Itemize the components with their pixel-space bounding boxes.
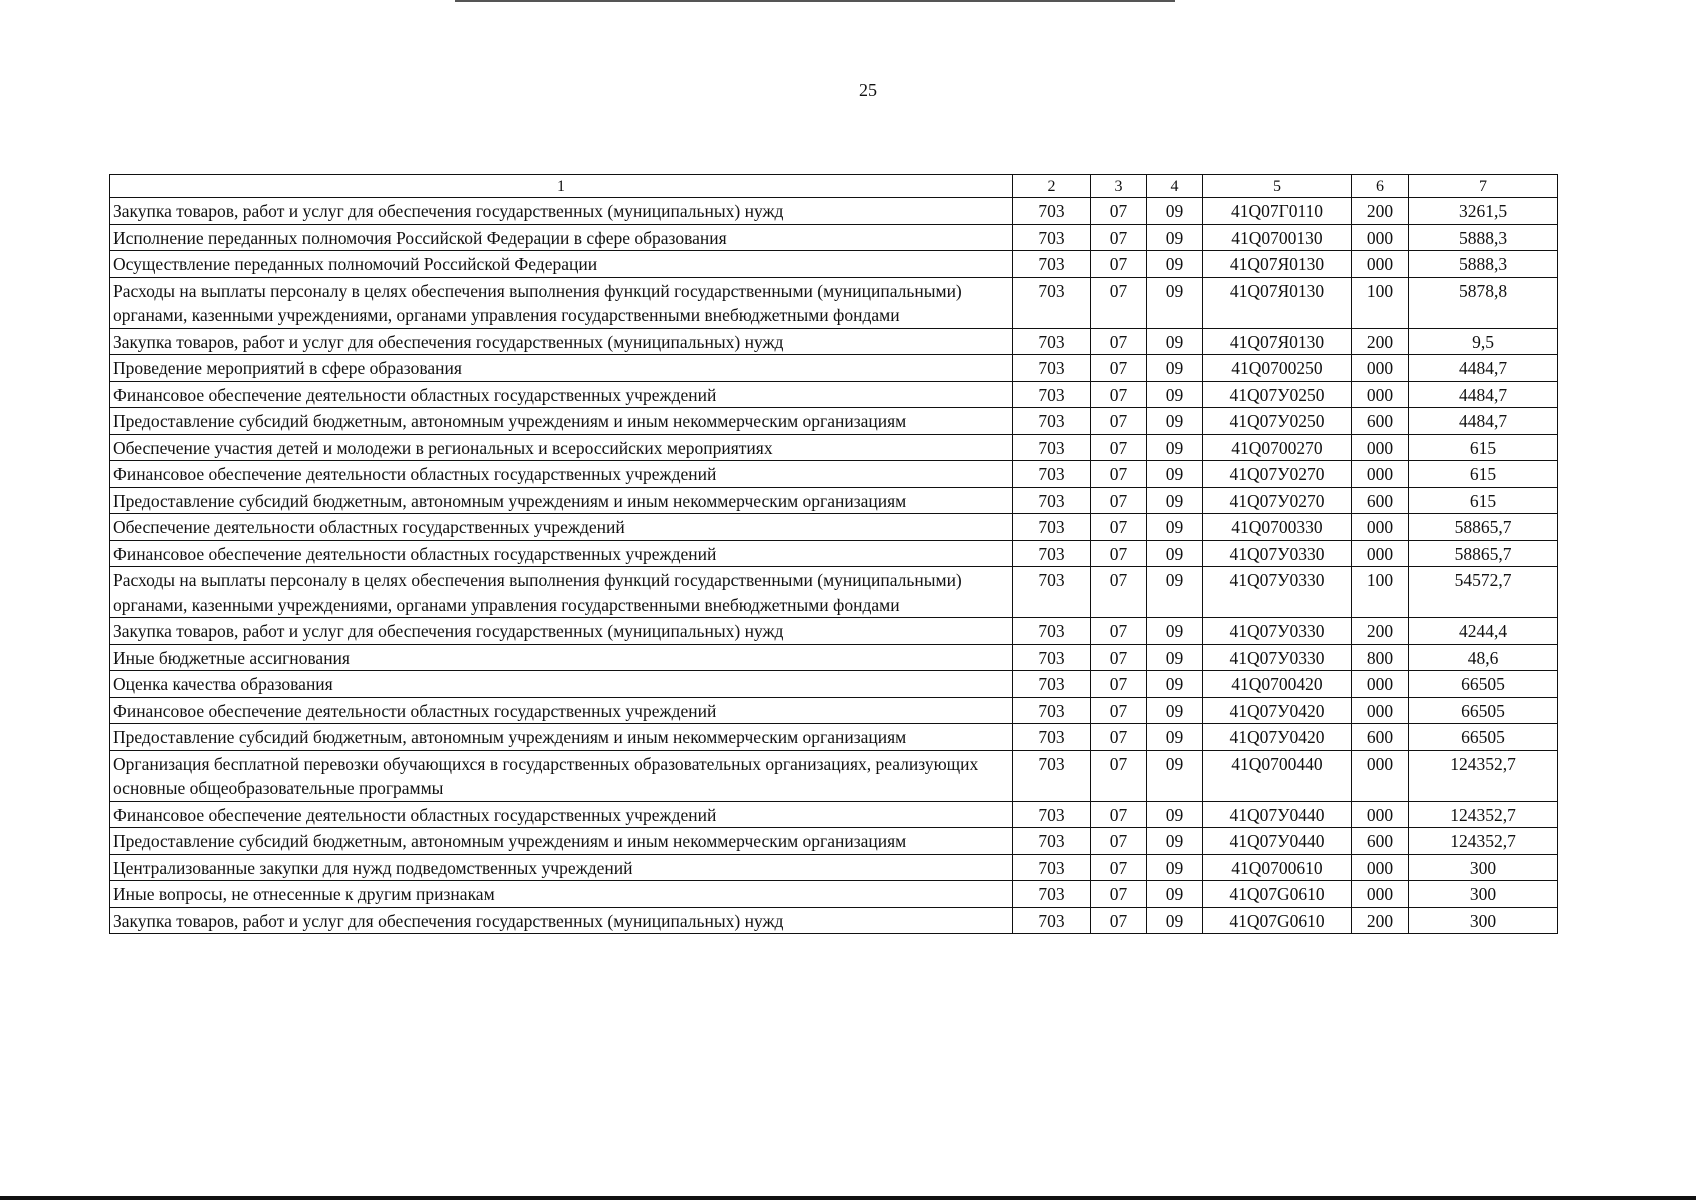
section-code-cell: 07	[1091, 355, 1147, 382]
expense-name-cell: Финансовое обеспечение деятельности областных государственных учреждений	[110, 461, 1013, 488]
table-row	[110, 198, 1558, 225]
section-code-cell: 07	[1091, 461, 1147, 488]
target-article-cell: 41Q07У0330	[1203, 540, 1352, 567]
subsection-code-cell: 09	[1147, 251, 1203, 278]
table-row	[110, 224, 1558, 251]
amount-cell: 58865,7	[1409, 514, 1558, 541]
expense-type-cell: 000	[1352, 801, 1409, 828]
table-row	[110, 724, 1558, 751]
expense-type-cell: 000	[1352, 224, 1409, 251]
column-header-2: 2	[1013, 175, 1091, 198]
section-code-cell: 07	[1091, 854, 1147, 881]
amount-cell: 48,6	[1409, 644, 1558, 671]
ministry-code-cell: 703	[1013, 381, 1091, 408]
table-row	[110, 487, 1558, 514]
amount-cell: 5888,3	[1409, 224, 1558, 251]
ministry-code-cell: 703	[1013, 277, 1091, 328]
expense-name-cell: Проведение мероприятий в сфере образования	[110, 355, 1013, 382]
expense-type-cell: 200	[1352, 198, 1409, 225]
expense-type-cell: 000	[1352, 514, 1409, 541]
target-article-cell: 41Q0700130	[1203, 224, 1352, 251]
section-code-cell: 07	[1091, 328, 1147, 355]
target-article-cell: 41Q07У0270	[1203, 487, 1352, 514]
ministry-code-cell: 703	[1013, 567, 1091, 618]
target-article-cell: 41Q07У0330	[1203, 618, 1352, 645]
table-row	[110, 644, 1558, 671]
table-row	[110, 540, 1558, 567]
expense-type-cell: 000	[1352, 540, 1409, 567]
amount-cell: 615	[1409, 487, 1558, 514]
amount-cell: 300	[1409, 854, 1558, 881]
target-article-cell: 41Q07Я0130	[1203, 251, 1352, 278]
expense-name-cell: Осуществление переданных полномочий Российской Федерации	[110, 251, 1013, 278]
section-code-cell: 07	[1091, 618, 1147, 645]
subsection-code-cell: 09	[1147, 224, 1203, 251]
amount-cell: 300	[1409, 907, 1558, 934]
target-article-cell: 41Q0700330	[1203, 514, 1352, 541]
table-row	[110, 828, 1558, 855]
expense-type-cell: 200	[1352, 907, 1409, 934]
expense-name-cell: Финансовое обеспечение деятельности областных государственных учреждений	[110, 801, 1013, 828]
amount-cell: 3261,5	[1409, 198, 1558, 225]
amount-cell: 4484,7	[1409, 408, 1558, 435]
table-row	[110, 618, 1558, 645]
subsection-code-cell: 09	[1147, 434, 1203, 461]
expense-type-cell: 000	[1352, 750, 1409, 801]
subsection-code-cell: 09	[1147, 854, 1203, 881]
subsection-code-cell: 09	[1147, 328, 1203, 355]
target-article-cell: 41Q0700440	[1203, 750, 1352, 801]
amount-cell: 66505	[1409, 724, 1558, 751]
subsection-code-cell: 09	[1147, 487, 1203, 514]
table-row	[110, 408, 1558, 435]
ministry-code-cell: 703	[1013, 828, 1091, 855]
ministry-code-cell: 703	[1013, 224, 1091, 251]
target-article-cell: 41Q07У0330	[1203, 644, 1352, 671]
section-code-cell: 07	[1091, 198, 1147, 225]
table-row	[110, 854, 1558, 881]
column-header-1: 1	[110, 175, 1013, 198]
amount-cell: 58865,7	[1409, 540, 1558, 567]
subsection-code-cell: 09	[1147, 750, 1203, 801]
expense-name-cell: Предоставление субсидий бюджетным, автономным учреждениям и иным некоммерческим организациям	[110, 408, 1013, 435]
subsection-code-cell: 09	[1147, 801, 1203, 828]
expense-name-cell: Закупка товаров, работ и услуг для обеспечения государственных (муниципальных) нужд	[110, 198, 1013, 225]
amount-cell: 66505	[1409, 671, 1558, 698]
expense-name-cell: Финансовое обеспечение деятельности областных государственных учреждений	[110, 381, 1013, 408]
target-article-cell: 41Q07Я0130	[1203, 277, 1352, 328]
subsection-code-cell: 09	[1147, 907, 1203, 934]
section-code-cell: 07	[1091, 724, 1147, 751]
section-code-cell: 07	[1091, 277, 1147, 328]
section-code-cell: 07	[1091, 907, 1147, 934]
subsection-code-cell: 09	[1147, 540, 1203, 567]
amount-cell: 4244,4	[1409, 618, 1558, 645]
bottom-scan-rule	[0, 1196, 1696, 1200]
ministry-code-cell: 703	[1013, 618, 1091, 645]
section-code-cell: 07	[1091, 487, 1147, 514]
subsection-code-cell: 09	[1147, 724, 1203, 751]
ministry-code-cell: 703	[1013, 487, 1091, 514]
ministry-code-cell: 703	[1013, 697, 1091, 724]
section-code-cell: 07	[1091, 881, 1147, 908]
target-article-cell: 41Q0700610	[1203, 854, 1352, 881]
expense-name-cell: Оценка качества образования	[110, 671, 1013, 698]
ministry-code-cell: 703	[1013, 514, 1091, 541]
section-code-cell: 07	[1091, 750, 1147, 801]
expense-name-cell: Расходы на выплаты персоналу в целях обеспечения выполнения функций государственными (муниципальными) органами, казенными учреждениями, органами управления государственными внебюджетными фондами	[110, 277, 1013, 328]
subsection-code-cell: 09	[1147, 671, 1203, 698]
expense-type-cell: 000	[1352, 461, 1409, 488]
ministry-code-cell: 703	[1013, 881, 1091, 908]
expense-type-cell: 100	[1352, 567, 1409, 618]
table-row	[110, 801, 1558, 828]
subsection-code-cell: 09	[1147, 461, 1203, 488]
table-header-row	[110, 175, 1558, 198]
amount-cell: 5888,3	[1409, 251, 1558, 278]
expense-name-cell: Закупка товаров, работ и услуг для обеспечения государственных (муниципальных) нужд	[110, 907, 1013, 934]
table-row	[110, 277, 1558, 328]
expense-type-cell: 000	[1352, 381, 1409, 408]
table-row	[110, 328, 1558, 355]
ministry-code-cell: 703	[1013, 854, 1091, 881]
section-code-cell: 07	[1091, 381, 1147, 408]
expense-type-cell: 600	[1352, 828, 1409, 855]
ministry-code-cell: 703	[1013, 801, 1091, 828]
target-article-cell: 41Q07У0440	[1203, 828, 1352, 855]
ministry-code-cell: 703	[1013, 644, 1091, 671]
section-code-cell: 07	[1091, 408, 1147, 435]
amount-cell: 124352,7	[1409, 750, 1558, 801]
ministry-code-cell: 703	[1013, 461, 1091, 488]
column-header-5: 5	[1203, 175, 1352, 198]
amount-cell: 124352,7	[1409, 828, 1558, 855]
expense-type-cell: 000	[1352, 434, 1409, 461]
target-article-cell: 41Q0700250	[1203, 355, 1352, 382]
expense-type-cell: 000	[1352, 671, 1409, 698]
ministry-code-cell: 703	[1013, 251, 1091, 278]
target-article-cell: 41Q07У0420	[1203, 724, 1352, 751]
expense-name-cell: Иные бюджетные ассигнования	[110, 644, 1013, 671]
budget-table	[109, 174, 1558, 934]
expense-name-cell: Предоставление субсидий бюджетным, автономным учреждениям и иным некоммерческим организациям	[110, 487, 1013, 514]
table-row	[110, 355, 1558, 382]
section-code-cell: 07	[1091, 514, 1147, 541]
column-header-3: 3	[1091, 175, 1147, 198]
target-article-cell: 41Q07G0610	[1203, 907, 1352, 934]
section-code-cell: 07	[1091, 251, 1147, 278]
expense-type-cell: 000	[1352, 697, 1409, 724]
subsection-code-cell: 09	[1147, 567, 1203, 618]
target-article-cell: 41Q07У0420	[1203, 697, 1352, 724]
table-row	[110, 514, 1558, 541]
target-article-cell: 41Q07Я0130	[1203, 328, 1352, 355]
ministry-code-cell: 703	[1013, 328, 1091, 355]
expense-type-cell: 000	[1352, 881, 1409, 908]
target-article-cell: 41Q0700420	[1203, 671, 1352, 698]
target-article-cell: 41Q07У0440	[1203, 801, 1352, 828]
expense-name-cell: Финансовое обеспечение деятельности областных государственных учреждений	[110, 697, 1013, 724]
ministry-code-cell: 703	[1013, 198, 1091, 225]
expense-type-cell: 200	[1352, 328, 1409, 355]
amount-cell: 5878,8	[1409, 277, 1558, 328]
page-number: 25	[859, 80, 877, 100]
subsection-code-cell: 09	[1147, 881, 1203, 908]
expense-name-cell: Обеспечение деятельности областных государственных учреждений	[110, 514, 1013, 541]
section-code-cell: 07	[1091, 828, 1147, 855]
table-row	[110, 567, 1558, 618]
expense-name-cell: Предоставление субсидий бюджетным, автономным учреждениям и иным некоммерческим организациям	[110, 828, 1013, 855]
ministry-code-cell: 703	[1013, 355, 1091, 382]
expense-name-cell: Закупка товаров, работ и услуг для обеспечения государственных (муниципальных) нужд	[110, 618, 1013, 645]
ministry-code-cell: 703	[1013, 907, 1091, 934]
target-article-cell: 41Q07У0250	[1203, 381, 1352, 408]
section-code-cell: 07	[1091, 671, 1147, 698]
expense-name-cell: Иные вопросы, не отнесенные к другим признакам	[110, 881, 1013, 908]
expense-name-cell: Организация бесплатной перевозки обучающихся в государственных образовательных организациях, реализующих основные общеобразовательные программы	[110, 750, 1013, 801]
expense-name-cell: Предоставление субсидий бюджетным, автономным учреждениям и иным некоммерческим организациям	[110, 724, 1013, 751]
subsection-code-cell: 09	[1147, 697, 1203, 724]
expense-type-cell: 000	[1352, 355, 1409, 382]
table-row	[110, 750, 1558, 801]
top-scan-rule	[455, 0, 1175, 2]
expense-name-cell: Закупка товаров, работ и услуг для обеспечения государственных (муниципальных) нужд	[110, 328, 1013, 355]
amount-cell: 615	[1409, 461, 1558, 488]
column-header-7: 7	[1409, 175, 1558, 198]
target-article-cell: 41Q07У0270	[1203, 461, 1352, 488]
table-row	[110, 434, 1558, 461]
ministry-code-cell: 703	[1013, 434, 1091, 461]
ministry-code-cell: 703	[1013, 750, 1091, 801]
table-row	[110, 881, 1558, 908]
target-article-cell: 41Q07Г0110	[1203, 198, 1352, 225]
target-article-cell: 41Q0700270	[1203, 434, 1352, 461]
subsection-code-cell: 09	[1147, 381, 1203, 408]
target-article-cell: 41Q07У0330	[1203, 567, 1352, 618]
subsection-code-cell: 09	[1147, 514, 1203, 541]
section-code-cell: 07	[1091, 434, 1147, 461]
amount-cell: 300	[1409, 881, 1558, 908]
expense-name-cell: Расходы на выплаты персоналу в целях обеспечения выполнения функций государственными (муниципальными) органами, казенными учреждениями, органами управления государственными внебюджетными фондами	[110, 567, 1013, 618]
table-row	[110, 907, 1558, 934]
section-code-cell: 07	[1091, 567, 1147, 618]
target-article-cell: 41Q07G0610	[1203, 881, 1352, 908]
section-code-cell: 07	[1091, 224, 1147, 251]
expense-type-cell: 600	[1352, 487, 1409, 514]
section-code-cell: 07	[1091, 801, 1147, 828]
amount-cell: 66505	[1409, 697, 1558, 724]
ministry-code-cell: 703	[1013, 671, 1091, 698]
table-row	[110, 251, 1558, 278]
expense-type-cell: 100	[1352, 277, 1409, 328]
subsection-code-cell: 09	[1147, 618, 1203, 645]
expense-name-cell: Централизованные закупки для нужд подведомственных учреждений	[110, 854, 1013, 881]
amount-cell: 615	[1409, 434, 1558, 461]
subsection-code-cell: 09	[1147, 408, 1203, 435]
expense-type-cell: 800	[1352, 644, 1409, 671]
expense-name-cell: Обеспечение участия детей и молодежи в региональных и всероссийских мероприятиях	[110, 434, 1013, 461]
ministry-code-cell: 703	[1013, 724, 1091, 751]
expense-type-cell: 600	[1352, 408, 1409, 435]
amount-cell: 9,5	[1409, 328, 1558, 355]
subsection-code-cell: 09	[1147, 277, 1203, 328]
amount-cell: 54572,7	[1409, 567, 1558, 618]
expense-name-cell: Исполнение переданных полномочия Российской Федерации в сфере образования	[110, 224, 1013, 251]
amount-cell: 4484,7	[1409, 355, 1558, 382]
section-code-cell: 07	[1091, 697, 1147, 724]
expense-type-cell: 200	[1352, 618, 1409, 645]
column-header-4: 4	[1147, 175, 1203, 198]
table-row	[110, 697, 1558, 724]
table-row	[110, 461, 1558, 488]
amount-cell: 4484,7	[1409, 381, 1558, 408]
ministry-code-cell: 703	[1013, 540, 1091, 567]
section-code-cell: 07	[1091, 644, 1147, 671]
subsection-code-cell: 09	[1147, 355, 1203, 382]
column-header-6: 6	[1352, 175, 1409, 198]
amount-cell: 124352,7	[1409, 801, 1558, 828]
subsection-code-cell: 09	[1147, 644, 1203, 671]
ministry-code-cell: 703	[1013, 408, 1091, 435]
expense-type-cell: 000	[1352, 854, 1409, 881]
expense-name-cell: Финансовое обеспечение деятельности областных государственных учреждений	[110, 540, 1013, 567]
expense-type-cell: 000	[1352, 251, 1409, 278]
subsection-code-cell: 09	[1147, 198, 1203, 225]
table-row	[110, 381, 1558, 408]
target-article-cell: 41Q07У0250	[1203, 408, 1352, 435]
subsection-code-cell: 09	[1147, 828, 1203, 855]
section-code-cell: 07	[1091, 540, 1147, 567]
expense-type-cell: 600	[1352, 724, 1409, 751]
table-row	[110, 671, 1558, 698]
